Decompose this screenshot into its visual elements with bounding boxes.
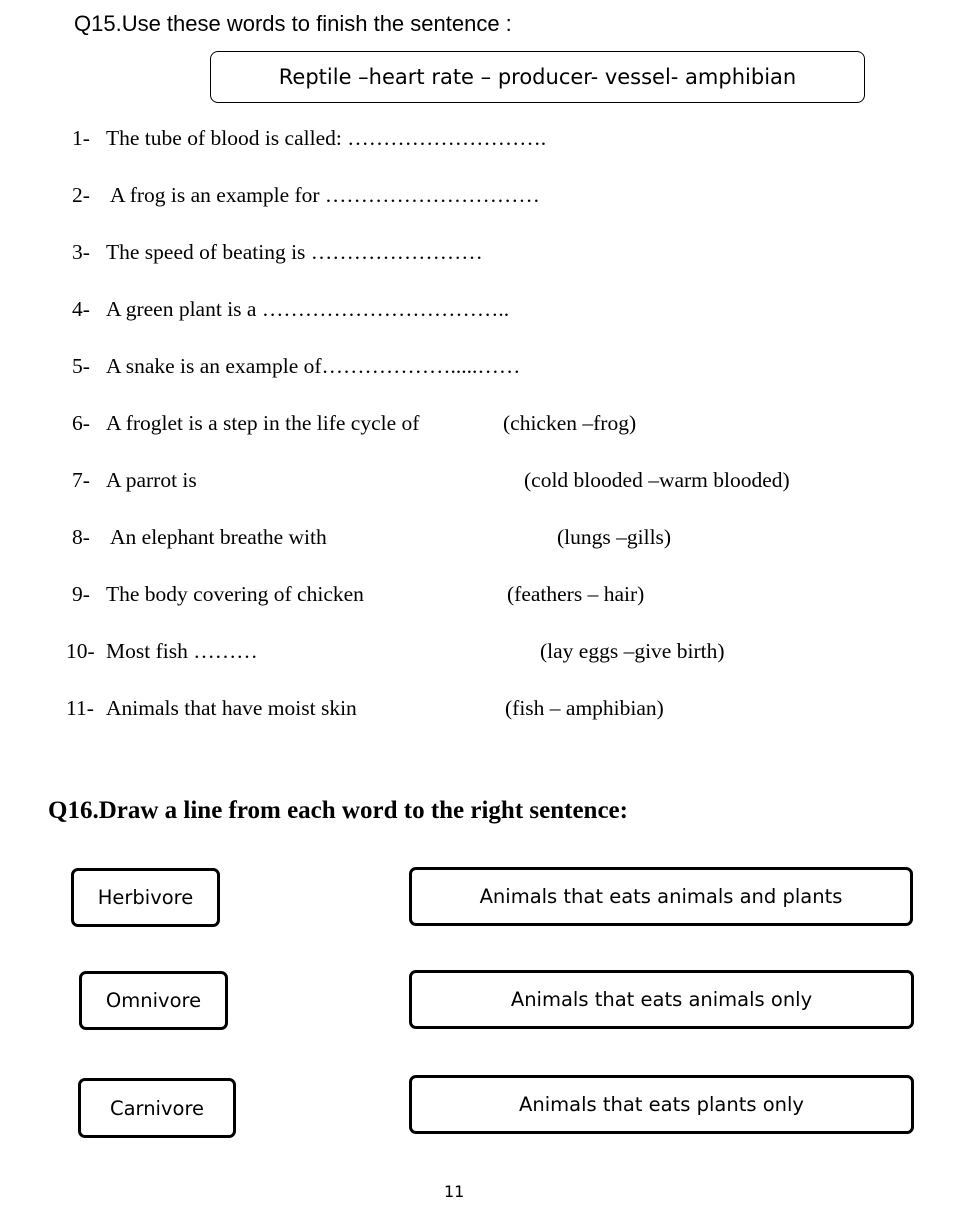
item-text: An elephant breathe with xyxy=(110,525,327,549)
item-number: 1- xyxy=(72,126,90,150)
sentence-box-herbivore-definition[interactable] xyxy=(409,1075,914,1134)
item-text: A froglet is a step in the life cycle of xyxy=(106,411,420,435)
word-box-herbivore[interactable] xyxy=(71,868,220,927)
item-number: 5- xyxy=(72,354,90,378)
item-choice: (lungs –gills) xyxy=(557,525,672,549)
page-number: 11 xyxy=(444,1182,465,1201)
word-bank-text: Reptile –heart rate – producer- vessel- amphibian xyxy=(278,65,797,89)
item-text: The body covering of chicken xyxy=(106,582,364,606)
item-choice: (chicken –frog) xyxy=(503,411,637,435)
word-label: Omnivore xyxy=(105,989,202,1012)
word-bank-box xyxy=(210,51,865,103)
item-number: 11- xyxy=(66,696,94,720)
sentence-label: Animals that eats plants only xyxy=(519,1093,804,1116)
item-number: 3- xyxy=(72,240,90,264)
sentence-box-carnivore-definition[interactable] xyxy=(409,970,914,1029)
item-choice: (lay eggs –give birth) xyxy=(540,639,725,663)
item-text: A parrot is xyxy=(106,468,197,492)
item-choice: (feathers – hair) xyxy=(507,582,645,606)
item-number: 9- xyxy=(72,582,90,606)
item-number: 6- xyxy=(72,411,90,435)
sentence-label: Animals that eats animals and plants xyxy=(479,885,843,908)
item-text: A frog is an example for ………………………… xyxy=(110,183,540,207)
item-text: Animals that have moist skin xyxy=(106,696,357,720)
item-number: 10- xyxy=(66,639,95,663)
word-box-carnivore[interactable] xyxy=(78,1078,236,1138)
item-text: A snake is an example of……………….....…… xyxy=(106,354,521,378)
word-label: Carnivore xyxy=(109,1096,205,1120)
item-number: 2- xyxy=(72,183,90,207)
q15-title: Q15.Use these words to finish the sentence : xyxy=(74,11,512,36)
item-number: 7- xyxy=(72,468,90,492)
word-box-omnivore[interactable] xyxy=(79,971,228,1030)
item-text: The tube of blood is called: ………………………. xyxy=(106,126,547,150)
item-choice: (fish – amphibian) xyxy=(505,696,664,720)
sentence-box-omnivore-definition[interactable] xyxy=(409,867,913,926)
sentence-label: Animals that eats animals only xyxy=(510,988,813,1011)
item-number: 8- xyxy=(72,525,90,549)
q16-title: Q16.Draw a line from each word to the right sentence: xyxy=(48,797,628,824)
item-text: The speed of beating is …………………… xyxy=(106,240,483,264)
item-text: A green plant is a …………………………….. xyxy=(106,297,510,321)
item-text: Most fish ……… xyxy=(106,639,258,663)
item-number: 4- xyxy=(72,297,90,321)
item-choice: (cold blooded –warm blooded) xyxy=(524,468,790,492)
word-label: Herbivore xyxy=(97,886,194,909)
